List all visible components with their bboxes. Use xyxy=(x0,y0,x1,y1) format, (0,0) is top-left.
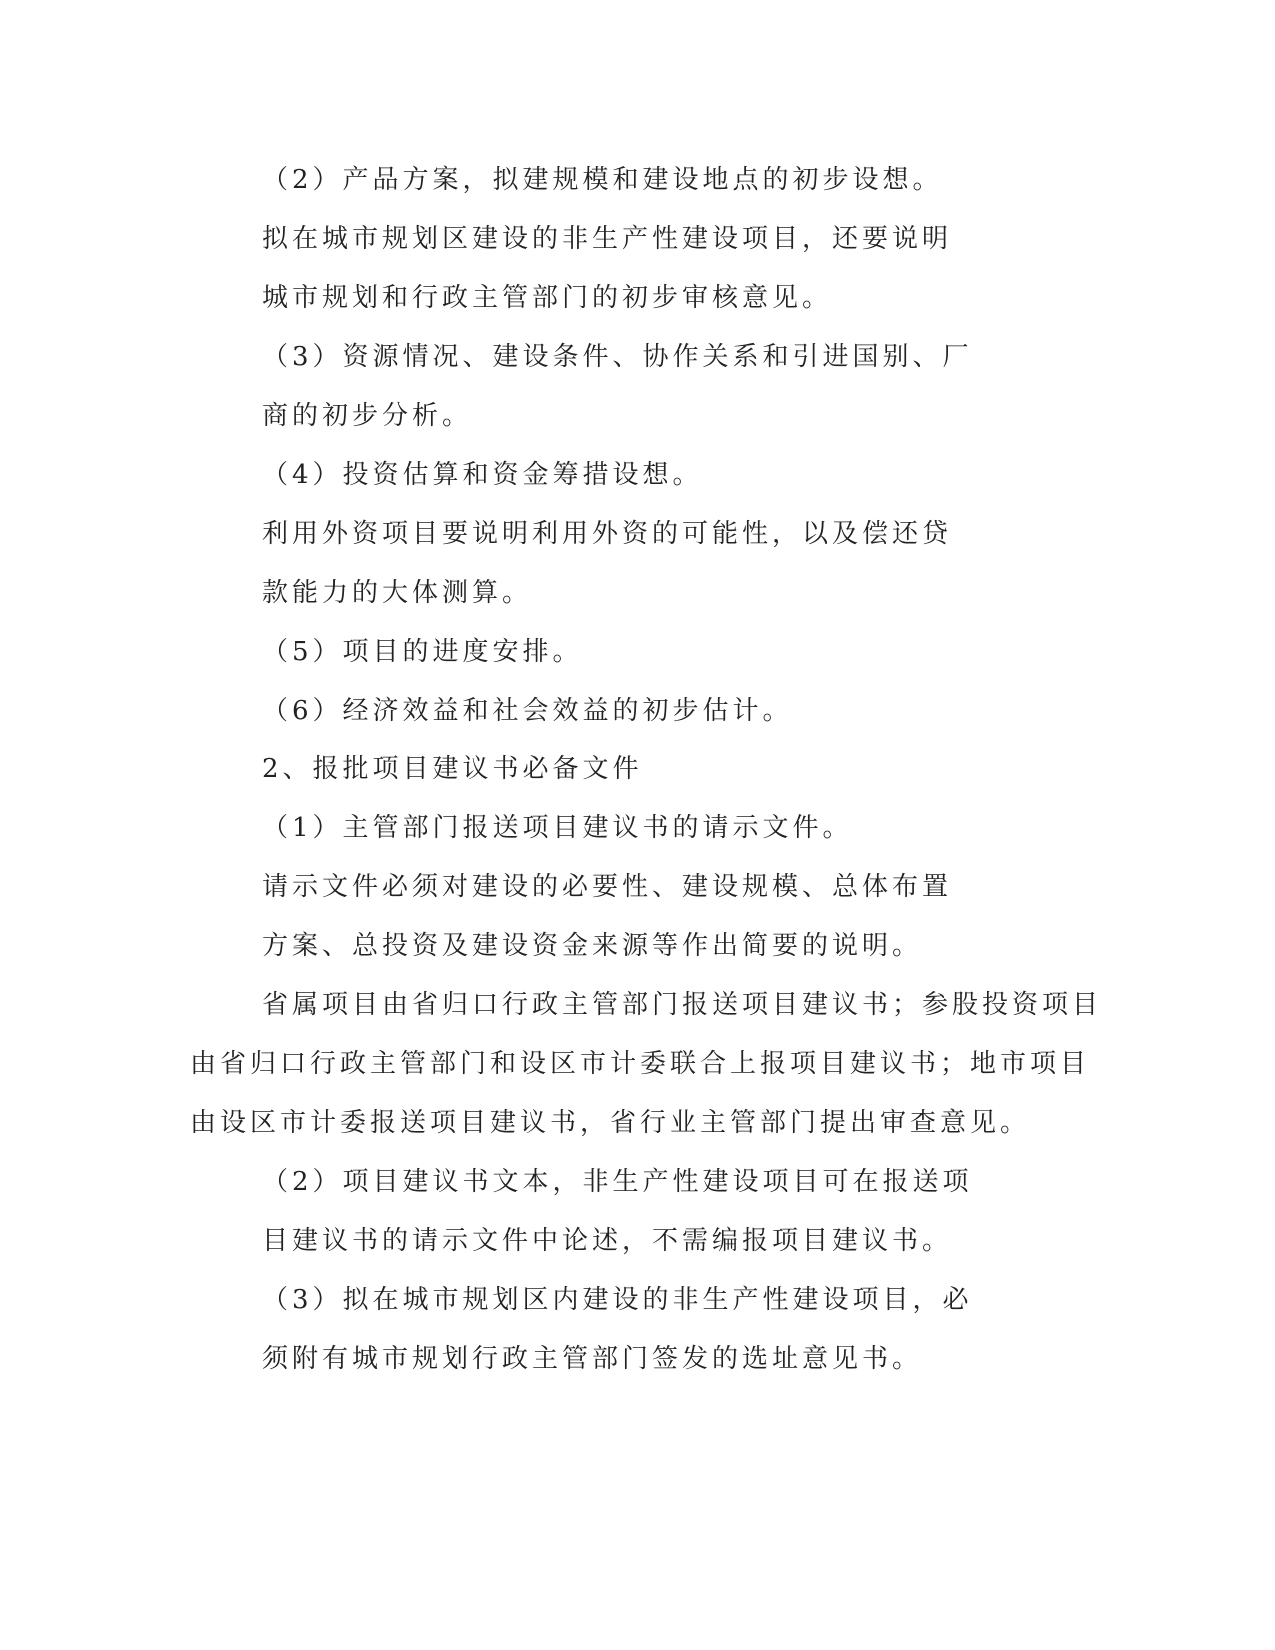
paragraph-line: 由省归口行政主管部门和设区市计委联合上报项目建议书；地市项目 xyxy=(190,1049,1091,1079)
paragraph-line: （3）资源情况、建设条件、协作关系和引进国别、厂 xyxy=(262,342,973,372)
paragraph-line: （4）投资估算和资金筹措设想。 xyxy=(262,460,703,490)
paragraph-line: （2）项目建议书文本，非生产性建设项目可在报送项 xyxy=(262,1167,973,1197)
paragraph-line: （3）拟在城市规划区内建设的非生产性建设项目，必 xyxy=(262,1285,973,1315)
paragraph-line: 款能力的大体测算。 xyxy=(262,578,533,608)
paragraph-line: 请示文件必须对建设的必要性、建设规模、总体布置 xyxy=(262,872,953,902)
paragraph-line: 城市规划和行政主管部门的初步审核意见。 xyxy=(262,283,833,313)
paragraph-line: （6）经济效益和社会效益的初步估计。 xyxy=(262,696,793,726)
paragraph-line: 由设区市计委报送项目建议书，省行业主管部门提出审查意见。 xyxy=(190,1108,1031,1138)
paragraph-line: 省属项目由省归口行政主管部门报送项目建议书；参股投资项目 xyxy=(262,990,1103,1020)
section-heading: 2、报批项目建议书必备文件 xyxy=(262,754,643,784)
paragraph-line: （2）产品方案，拟建规模和建设地点的初步设想。 xyxy=(262,165,943,195)
paragraph-line: 利用外资项目要说明利用外资的可能性，以及偿还贷 xyxy=(262,519,953,549)
paragraph-line: 拟在城市规划区建设的非生产性建设项目，还要说明 xyxy=(262,224,953,254)
paragraph-line: 目建议书的请示文件中论述，不需编报项目建议书。 xyxy=(262,1226,953,1256)
paragraph-line: 商的初步分析。 xyxy=(262,401,473,431)
paragraph-line: （5）项目的进度安排。 xyxy=(262,637,583,667)
paragraph-line: （1）主管部门报送项目建议书的请示文件。 xyxy=(262,813,853,843)
paragraph-line: 方案、总投资及建设资金来源等作出简要的说明。 xyxy=(262,931,923,961)
paragraph-line: 须附有城市规划行政主管部门签发的选址意见书。 xyxy=(262,1344,923,1374)
